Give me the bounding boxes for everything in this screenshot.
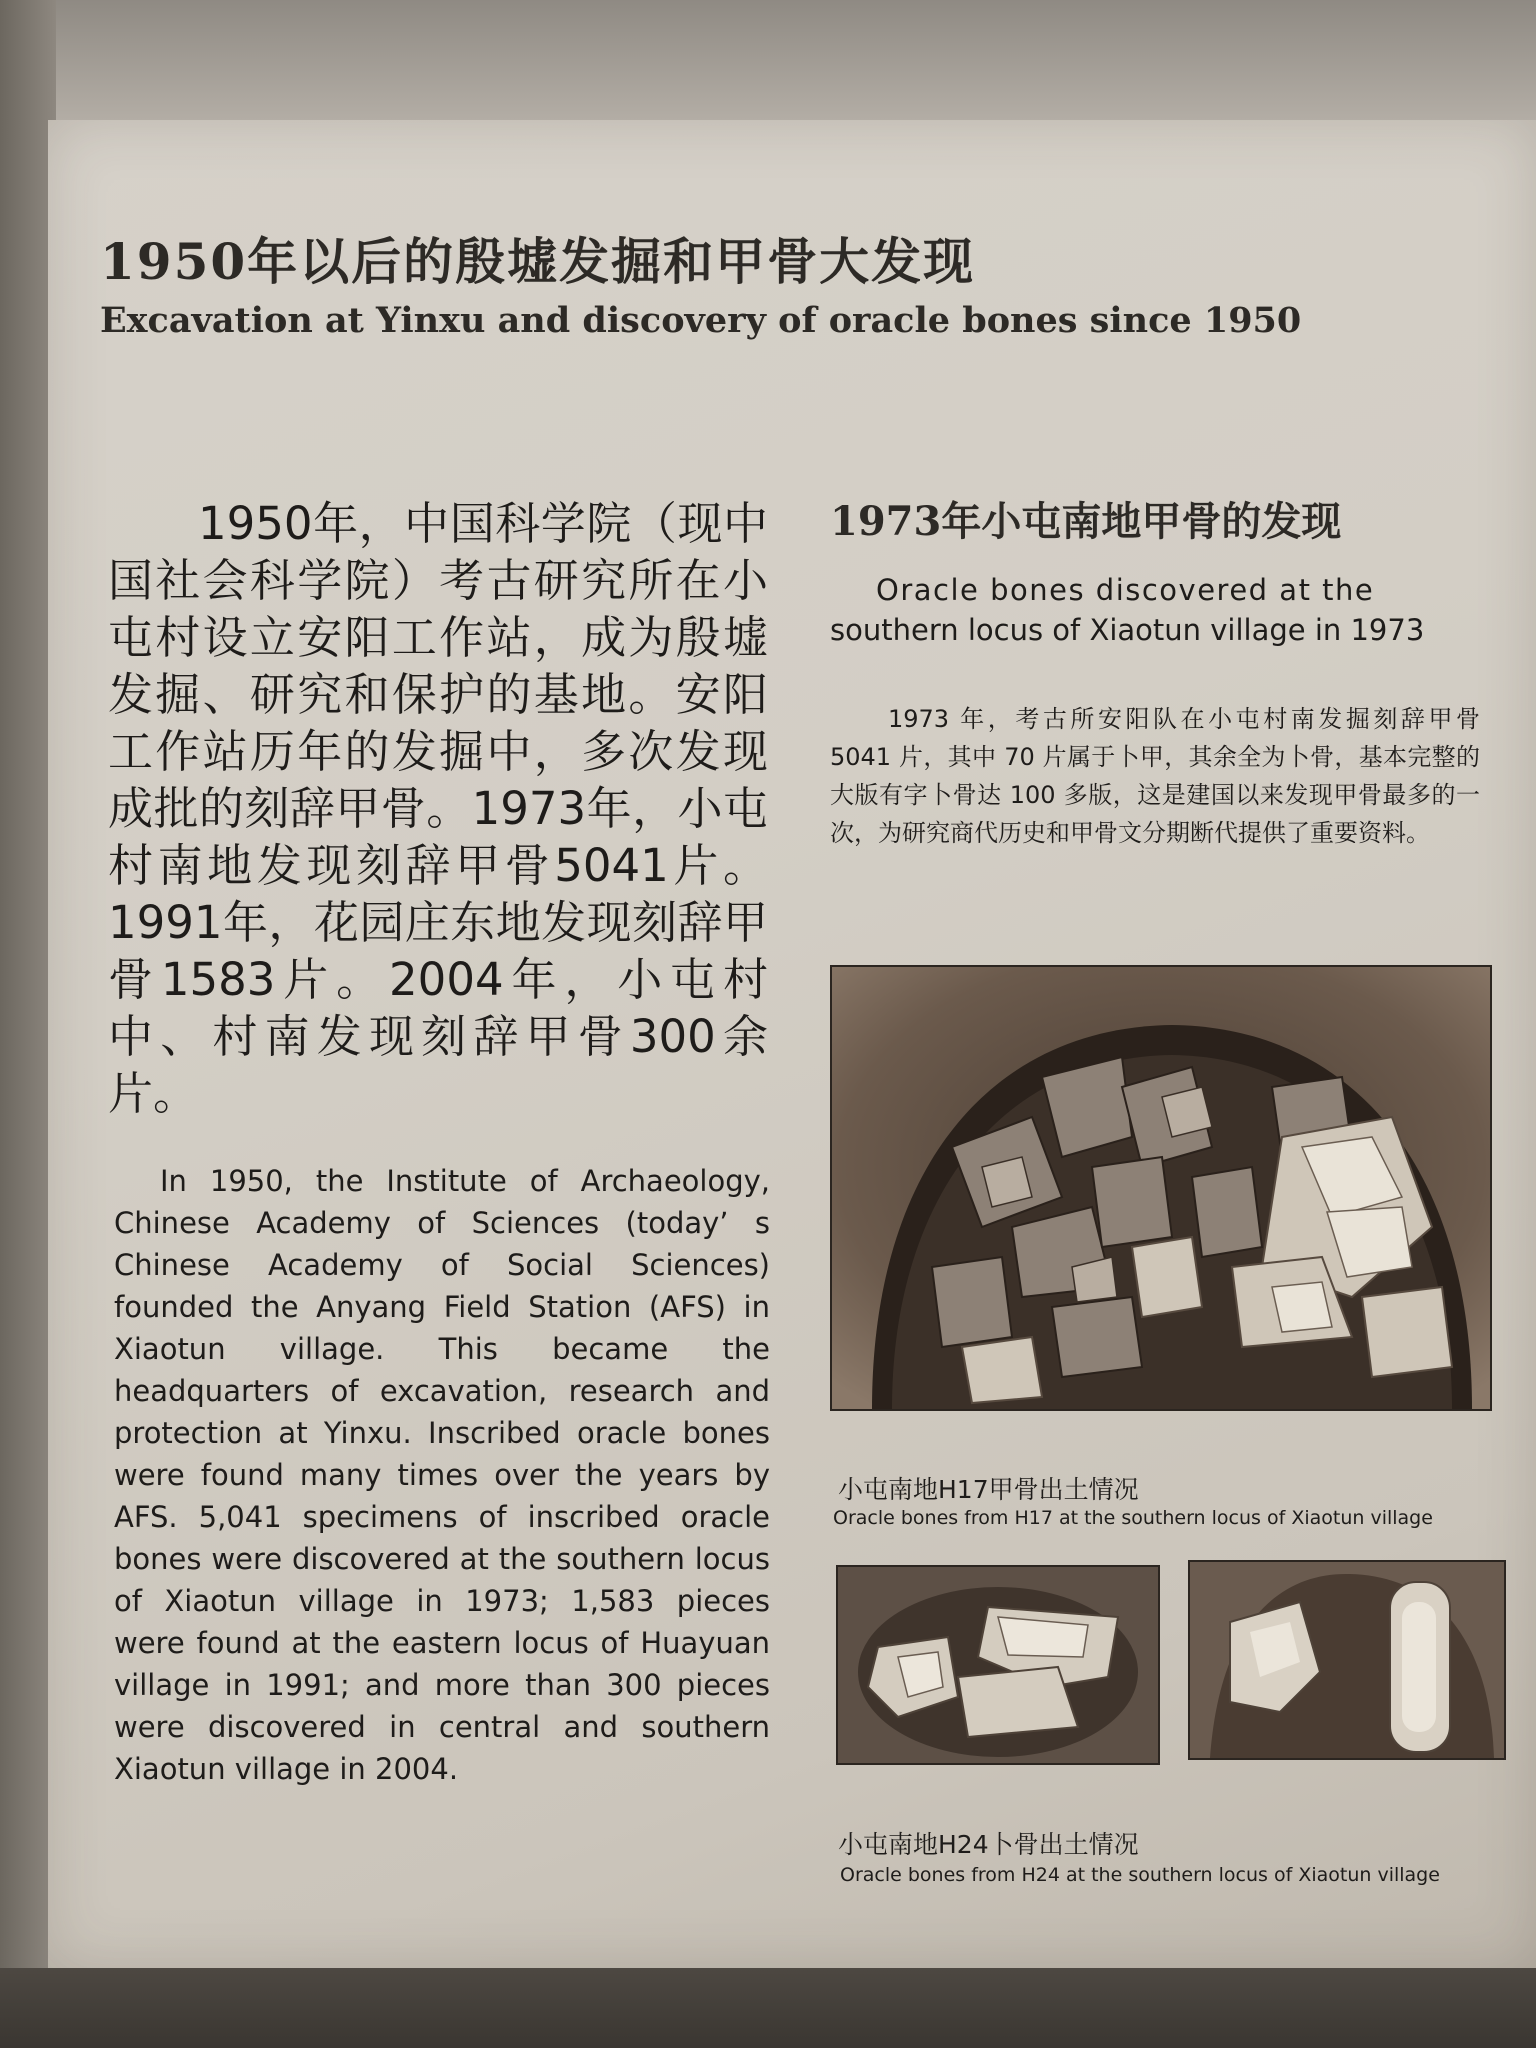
h17-caption-english: Oracle bones from H17 at the southern locus of Xiaotun village (833, 1507, 1433, 1529)
panel-title-chinese: 1950年以后的殷墟发掘和甲骨大发现 (100, 232, 976, 291)
h17-excavation-photo (830, 965, 1492, 1411)
section-title-chinese: 1973年小屯南地甲骨的发现 (830, 498, 1342, 545)
h24-caption-english: Oracle bones from H24 at the southern locus of Xiaotun village (840, 1864, 1440, 1886)
h24-excavation-photo-left (836, 1565, 1160, 1765)
h24-caption-chinese: 小屯南地H24卜骨出土情况 (838, 1830, 1139, 1859)
left-paragraph-english: In 1950, the Institute of Archaeology, Chinese Academy of Sciences (today’ s Chinese Academy of Social Sciences) founded the Anyang Field Station (AFS) in Xiaotun village. This became the headquarters of excavation, research and protection at Yinxu. Inscribed oracle bones were found many times over the years by AFS. 5,041 specimens of inscribed oracle bones were discovered at the southern locus of Xiaotun village in 1973; 1,583 pieces were found at the eastern locus of Huayuan village in 1991; and more than 300 pieces were discovered in central and southern Xiaotun village in 2004. (114, 1164, 770, 1786)
h17-caption-chinese: 小屯南地H17甲骨出土情况 (838, 1475, 1139, 1504)
section-title-english (830, 570, 1480, 650)
panel-title-english: Excavation at Yinxu and discovery of oracle bones since 1950 (100, 300, 1302, 341)
section-title-english-line2: southern locus of Xiaotun village in 1973 (830, 613, 1425, 647)
left-paragraph-chinese: 1950年，中国科学院（现中国社会科学院）考古研究所在小屯村设立安阳工作站，成为殷墟发掘、研究和保护的基地。安阳工作站历年的发掘中，多次发现成批的刻辞甲骨。1973年，小屯村南地发现刻辞甲骨5041片。1991年，花园庄东地发现刻辞甲骨1583片。2004年，小屯村中、村南发现刻辞甲骨300余片。 (108, 497, 768, 1120)
wall-background-bottom (0, 1968, 1536, 2048)
wall-background-top (0, 0, 1536, 130)
section-paragraph-chinese: 1973 年，考古所安阳队在小屯村南发掘刻辞甲骨 5041 片，其中 70 片属于卜甲，其余全为卜骨，基本完整的大版有字卜骨达 100 多版，这是建国以来发现甲骨最多的一次，为研究商代历史和甲骨文分期断代提供了重要资料。 (830, 705, 1480, 847)
section-title-english-line1: Oracle bones discovered at the (876, 573, 1375, 607)
h24-excavation-photo-right (1188, 1560, 1506, 1760)
